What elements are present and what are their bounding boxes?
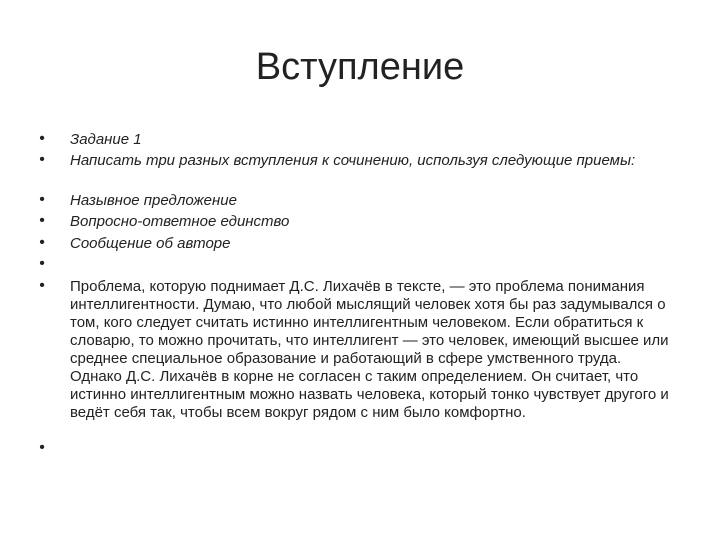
bullet-icon: • [39, 151, 45, 168]
bullet-icon: • [39, 255, 45, 272]
bullet-icon: • [39, 277, 45, 294]
list-item-text: Назывное предложение [70, 192, 237, 209]
list-item-text: Проблема, которую поднимает Д.С. Лихачёв в тексте, — это проблема понимания интеллигентности. Думаю, что любой мыслящий человек хотя бы раз задумывался о том, кого следует считать истинно интеллигентным человеком. Если обратиться к словарю, то можно прочитать, что интеллигент — это человек, имеющий высшее или среднее специальное образование и работающий в сфере умственного труда. Однако Д.С. Лихачёв в корне не согласен с таким определением. Он считает, что истинно интеллигентным можно назвать человека, который тонко чувствует другого и ведёт себя так, чтобы всем вокруг рядом с ним было комфортно. [70, 278, 669, 421]
list-item-text: Задание 1 [70, 131, 142, 148]
slide-title: Вступление [255, 46, 465, 88]
bullet-icon: • [39, 130, 45, 147]
list-item-text: Вопросно-ответное единство [70, 213, 290, 230]
bullet-icon: • [39, 439, 45, 456]
list-item-text: Сообщение об авторе [70, 235, 231, 252]
bullet-icon: • [39, 234, 45, 251]
bullet-icon: • [39, 212, 45, 229]
bullet-icon: • [39, 191, 45, 208]
list-item-text: Написать три разных вступления к сочинению, используя следующие приемы: [70, 152, 636, 169]
